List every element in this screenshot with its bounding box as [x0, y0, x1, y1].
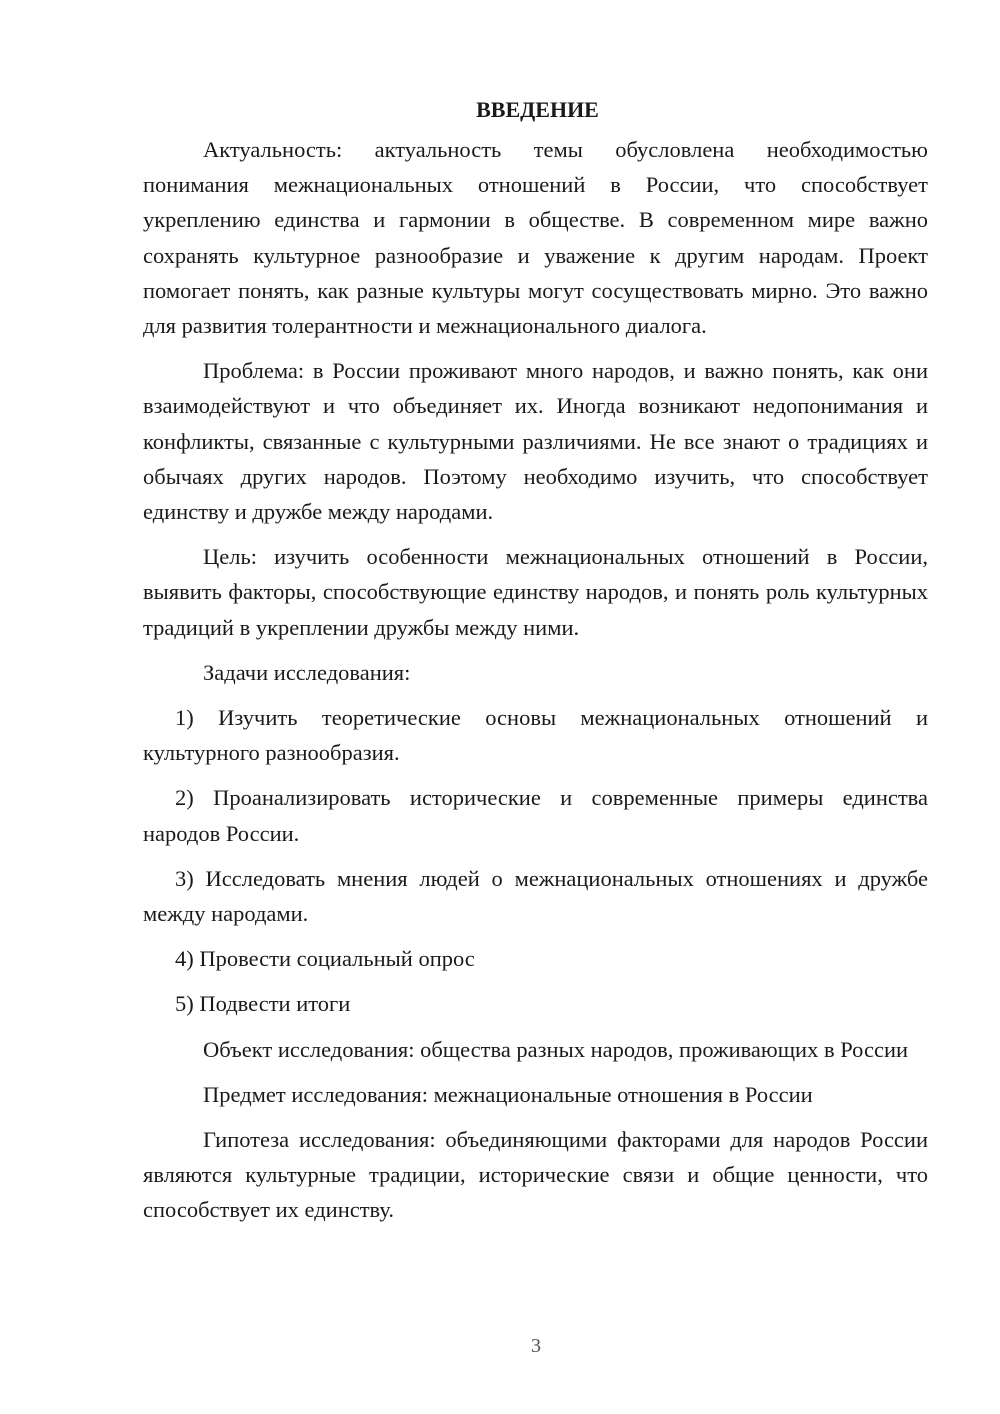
task-item-5: 5) Подвести итоги	[175, 991, 351, 1017]
paragraph-hypothesis: Гипотеза исследования: объединяющими факторами для народов России являются культурные традиции, исторические связи и общие ценности, что способствует их единству.	[143, 1127, 928, 1223]
paragraph-problem: Проблема: в России проживают много народов, и важно понять, как они взаимодействуют и что объединяет их. Иногда возникают недопонимания и конфликты, связанные с культурными различиями. Не все знают о традициях и обычаях других народов. Поэтому необходимо изучить, что способствует единству и дружбе между народами.	[143, 358, 928, 525]
paragraph-relevance: Актуальность: актуальность темы обусловлена необходимостью понимания межнациональных отношений в России, что способствует укреплению единства и гармонии в обществе. В современном мире важно сохранять культурное разнообразие и уважение к другим народам. Проект помогает понять, как разные культуры могут сосуществовать мирно. Это важно для развития толерантности и межнационального диалога.	[143, 137, 928, 339]
task-item-2: 2) Проанализировать исторические и современные примеры единства народов России.	[143, 785, 928, 846]
page-title: ВВЕДЕНИЕ	[476, 97, 599, 122]
task-item-4: 4) Провести социальный опрос	[175, 946, 475, 972]
paragraph-goal: Цель: изучить особенности межнациональных отношений в России, выявить факторы, способствующие единству народов, и понять роль культурных традиций в укреплении дружбы между ними.	[143, 544, 928, 640]
task-item-1: 1) Изучить теоретические основы межнациональных отношений и культурного разнообразия.	[143, 705, 928, 766]
paragraph-tasks-heading: Задачи исследования:	[203, 659, 411, 685]
page-number: 3	[531, 1335, 541, 1357]
document-page	[143, 94, 928, 1238]
paragraph-subject: Предмет исследования: межнациональные отношения в России	[203, 1081, 813, 1107]
task-item-3: 3) Исследовать мнения людей о межнациональных отношениях и дружбе между народами.	[143, 865, 928, 927]
paragraph-object: Объект исследования: общества разных народов, проживающих в России	[203, 1036, 909, 1062]
